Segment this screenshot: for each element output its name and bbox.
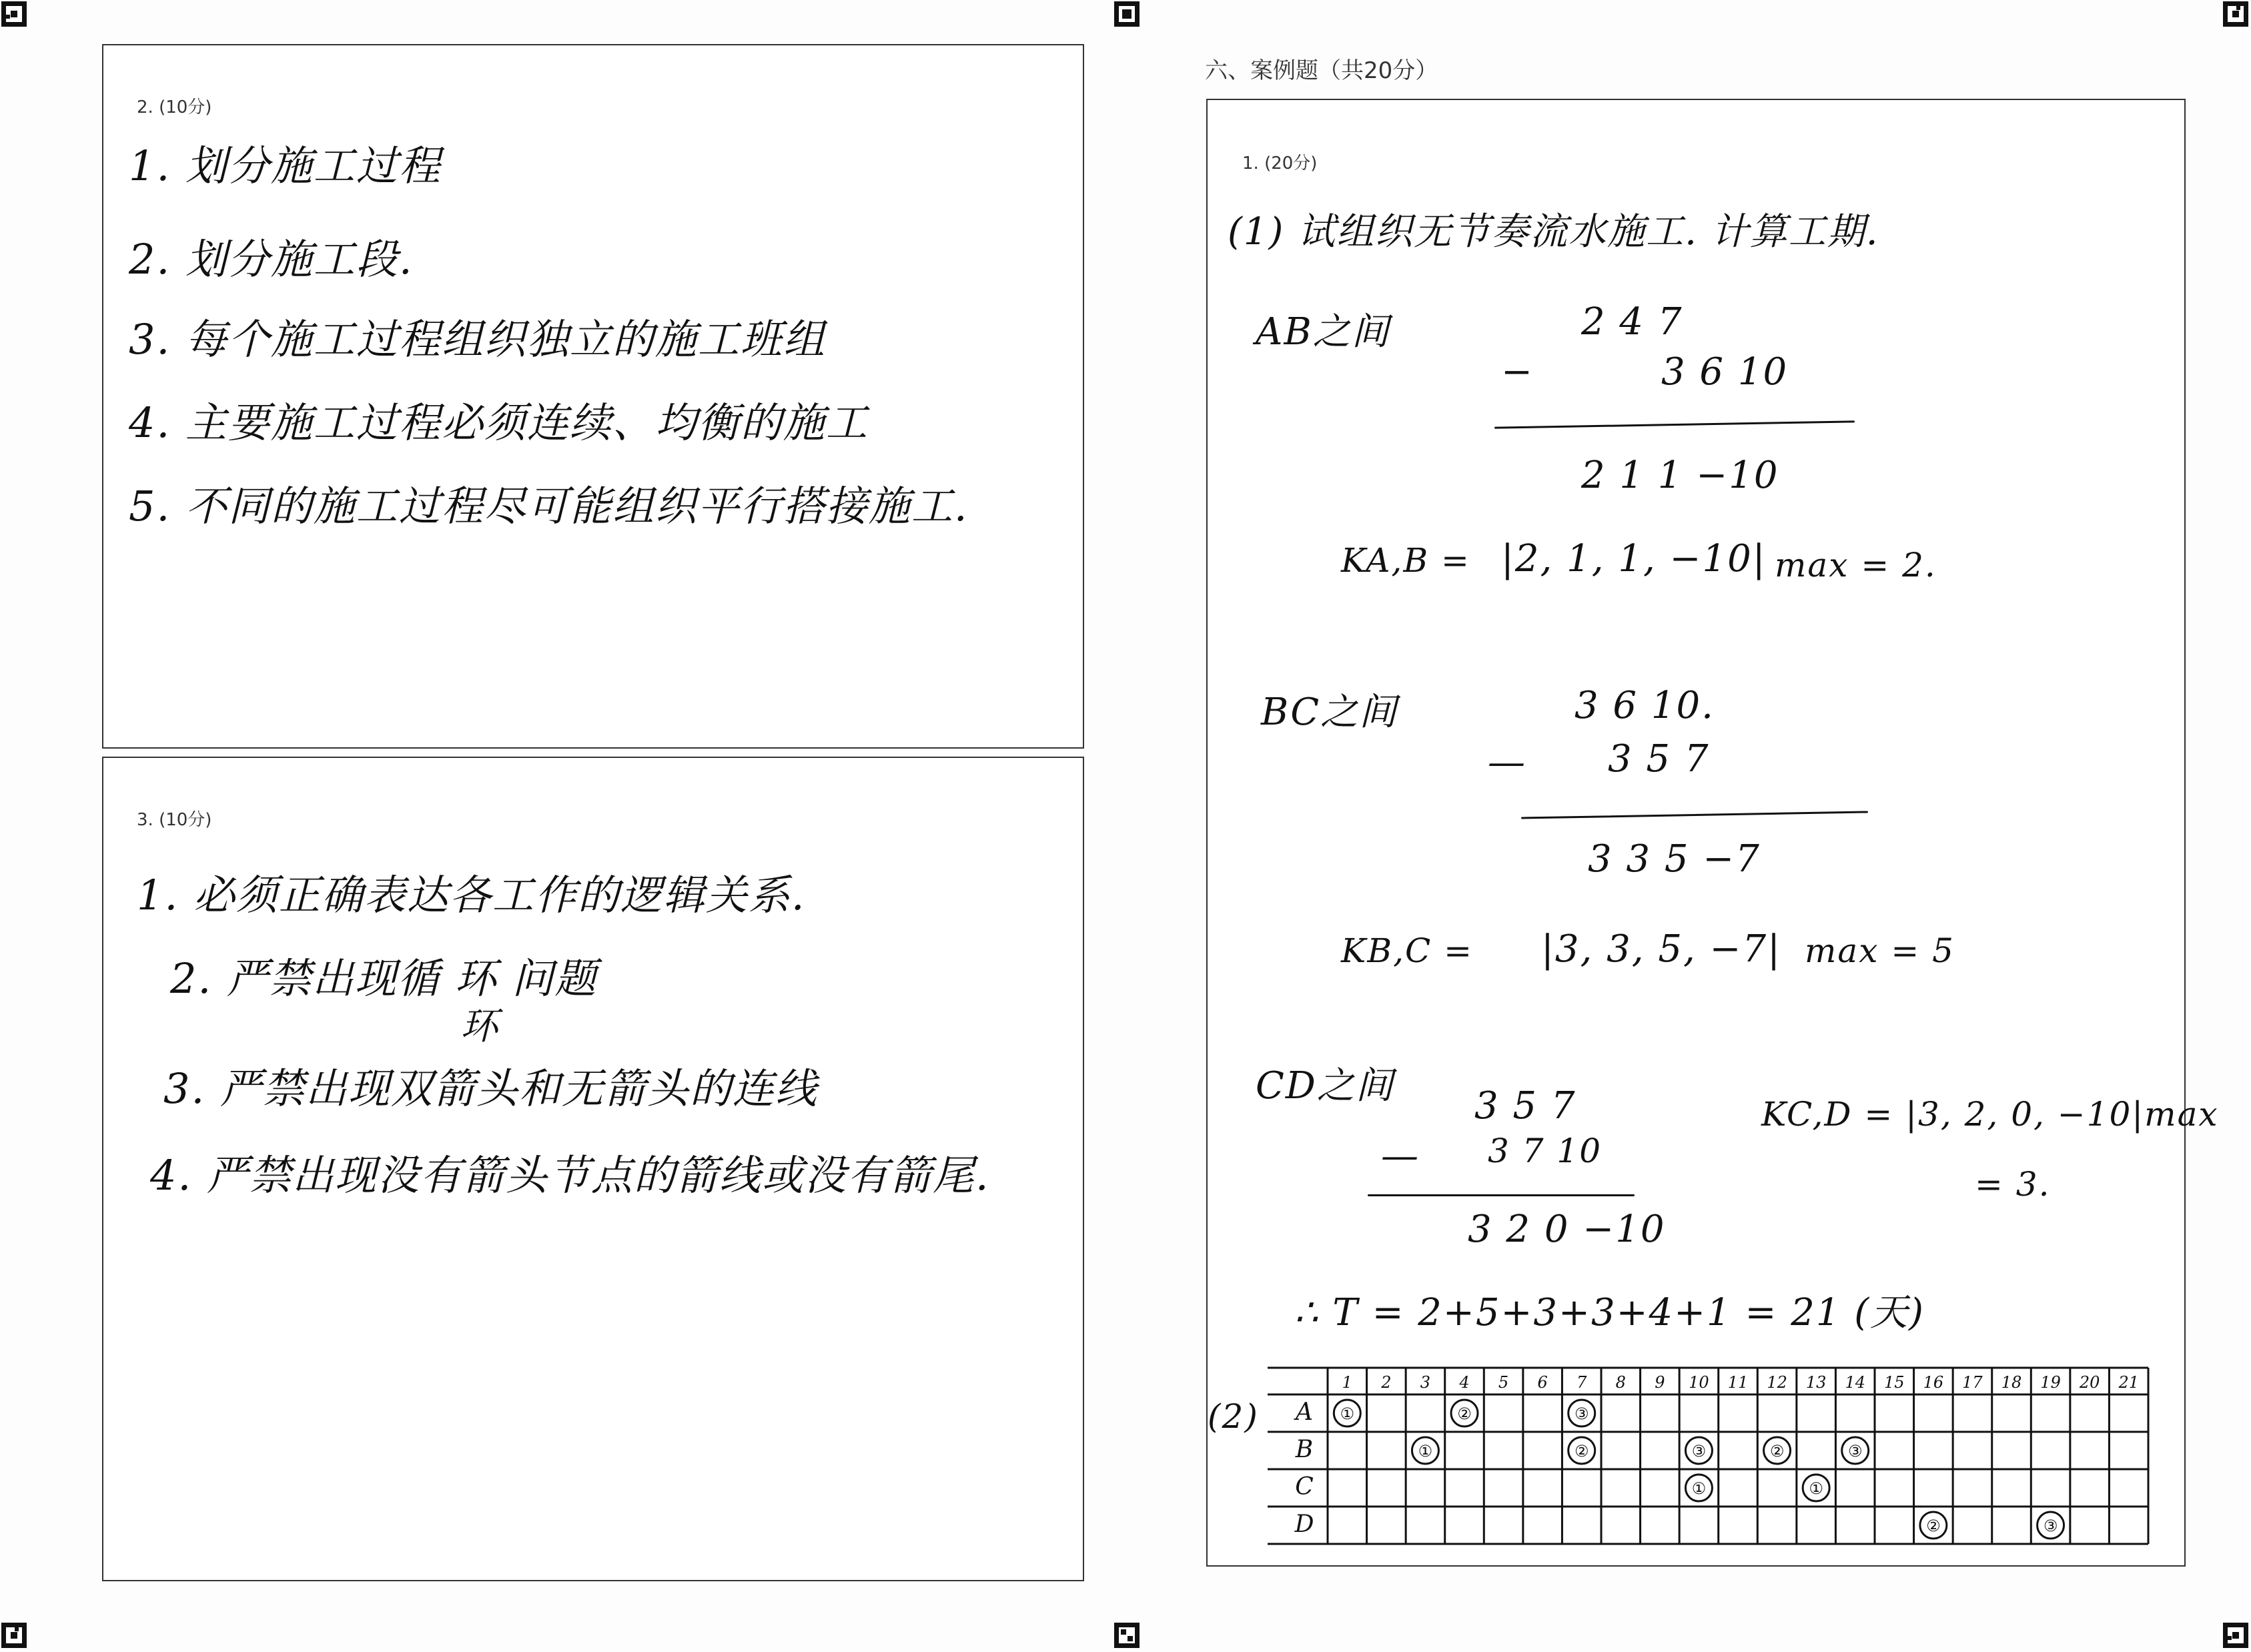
bc-minus: —	[1488, 741, 1526, 784]
bc-k-label: KB,C =	[1341, 931, 1474, 970]
cd-row1: 3 5 7	[1474, 1084, 1577, 1128]
chart-col-label: 7	[1577, 1373, 1587, 1392]
cd-subtract-rule	[1368, 1194, 1635, 1196]
handwritten-insert-note: 环	[460, 1005, 499, 1048]
chart-circle-label: ③	[1847, 1442, 1863, 1461]
ab-minus: −	[1501, 350, 1534, 394]
handwritten-line-5: 5. 不同的施工过程尽可能组织平行搭接施工.	[129, 482, 969, 530]
corner-marker-tl	[1, 1, 27, 27]
question-label: 1. (20分)	[1242, 153, 1318, 173]
handwritten-line-3: 3. 每个施工过程组织独立的施工班组	[129, 315, 826, 364]
bc-subtract-rule	[1521, 811, 1868, 819]
chart-col-label: 3	[1420, 1373, 1431, 1392]
chart-col-label: 2	[1381, 1373, 1392, 1392]
chart-circle-label: ①	[1418, 1442, 1433, 1461]
chart-col-label: 19	[2040, 1373, 2061, 1392]
chart-col-label: 18	[2001, 1373, 2022, 1392]
chart-circle-label: ③	[2043, 1517, 2058, 1535]
bc-k-set: |3, 3, 5, −7|	[1541, 927, 1781, 971]
corner-marker-bc	[1114, 1623, 1140, 1648]
chart-col-label: 10	[1689, 1373, 1709, 1392]
chart-col-label: 6	[1537, 1373, 1548, 1392]
bc-row1: 3 6 10.	[1574, 684, 1715, 727]
question-label: 3. (10分)	[137, 810, 212, 830]
total-duration: ∴ T = 2+5+3+3+4+1 = 21 (天)	[1294, 1291, 1925, 1334]
progress-chart	[1241, 1354, 2162, 1575]
ab-k-label: KA,B =	[1341, 541, 1470, 580]
chart-row-label: A	[1296, 1398, 1313, 1426]
chart-circle-label: ②	[1926, 1517, 1941, 1535]
chart-col-label: 4	[1459, 1373, 1470, 1392]
chart-col-label: 14	[1845, 1373, 1865, 1392]
handwritten-line-1: 1. 必须正确表达各工作的逻辑关系.	[137, 871, 806, 919]
corner-marker-tc	[1114, 1, 1140, 27]
chart-col-label: 15	[1884, 1373, 1905, 1392]
ab-row2: 3 6 10	[1661, 350, 1789, 394]
cd-result: 3 2 0 −10	[1468, 1208, 1666, 1251]
chart-row-label: B	[1295, 1436, 1314, 1463]
chart-circle-label: ③	[1691, 1442, 1707, 1461]
chart-circle-label: ①	[1809, 1479, 1823, 1498]
chart-col-label: 11	[1727, 1373, 1749, 1392]
chart-circle-label: ②	[1457, 1404, 1472, 1423]
cd-k-max: = 3.	[1975, 1165, 2051, 1204]
section-title: 六、案例题（共20分）	[1205, 57, 1438, 84]
cd-k-label: KC,D = |3, 2, 0, −10|max	[1761, 1095, 2219, 1134]
chart-circle-label: ③	[1574, 1404, 1589, 1423]
chart-col-label: 9	[1655, 1373, 1665, 1392]
ab-k-max: max = 2.	[1775, 546, 1937, 584]
chart-row-label: C	[1295, 1473, 1314, 1501]
chart-circle-label: ①	[1691, 1479, 1707, 1498]
chart-col-label: 13	[1805, 1373, 1827, 1392]
handwritten-line-4: 4. 主要施工过程必须连续、均衡的施工	[129, 398, 869, 447]
ab-label: AB之间	[1256, 310, 1390, 354]
handwritten-line-2: 2. 划分施工段.	[129, 235, 414, 284]
ab-k-set: |2, 1, 1, −10|	[1501, 537, 1767, 580]
chart-col-label: 12	[1767, 1373, 1787, 1392]
cd-row2: 3 7 10	[1488, 1132, 1603, 1170]
chart-col-label: 16	[1923, 1373, 1944, 1392]
corner-marker-bl	[1, 1623, 27, 1648]
answer-box-case-1	[1206, 99, 2219, 1567]
chart-circle-label: ①	[1340, 1404, 1355, 1423]
chart-col-label: 20	[2079, 1373, 2100, 1392]
chart-circle-label: ②	[1769, 1442, 1785, 1461]
bc-result: 3 3 5 −7	[1588, 837, 1761, 881]
chart-row-label: D	[1294, 1511, 1314, 1538]
chart-col-label: 5	[1498, 1373, 1509, 1392]
cd-label: CD之间	[1256, 1064, 1394, 1108]
bc-label: BC之间	[1261, 691, 1398, 734]
chart-col-label: 8	[1615, 1373, 1626, 1392]
handwritten-line-4: 4. 严禁出现没有箭头节点的箭线或没有箭尾.	[150, 1151, 990, 1200]
chart-col-label: 17	[1962, 1373, 1983, 1392]
answer-box-q2	[102, 44, 1084, 749]
handwritten-line-1: 1. 划分施工过程	[129, 141, 442, 190]
question-label: 2. (10分)	[137, 97, 212, 117]
handwritten-line-3: 3. 严禁出现双箭头和无箭头的连线	[163, 1064, 818, 1113]
chart-note: (2)	[1208, 1397, 1259, 1436]
bc-row2: 3 5 7	[1608, 737, 1710, 781]
bc-k-max: max = 5	[1805, 931, 1955, 970]
ab-result: 2 1 1 −10	[1581, 454, 1779, 497]
corner-marker-br	[2223, 1623, 2248, 1648]
ab-row1: 2 4 7	[1581, 300, 1683, 344]
ab-subtract-rule	[1494, 420, 1855, 428]
chart-col-label: 1	[1342, 1373, 1352, 1392]
corner-marker-tr	[2223, 1, 2248, 27]
chart-circle-label: ②	[1574, 1442, 1589, 1461]
chart-col-label: 21	[2118, 1373, 2139, 1392]
answer-box-q3	[102, 757, 1084, 1581]
intro-line: (1) 试组织无节奏流水施工. 计算工期.	[1228, 210, 1879, 254]
handwritten-line-2: 2. 严禁出现循 环 问题	[170, 954, 598, 1003]
cd-minus: —	[1381, 1134, 1420, 1178]
